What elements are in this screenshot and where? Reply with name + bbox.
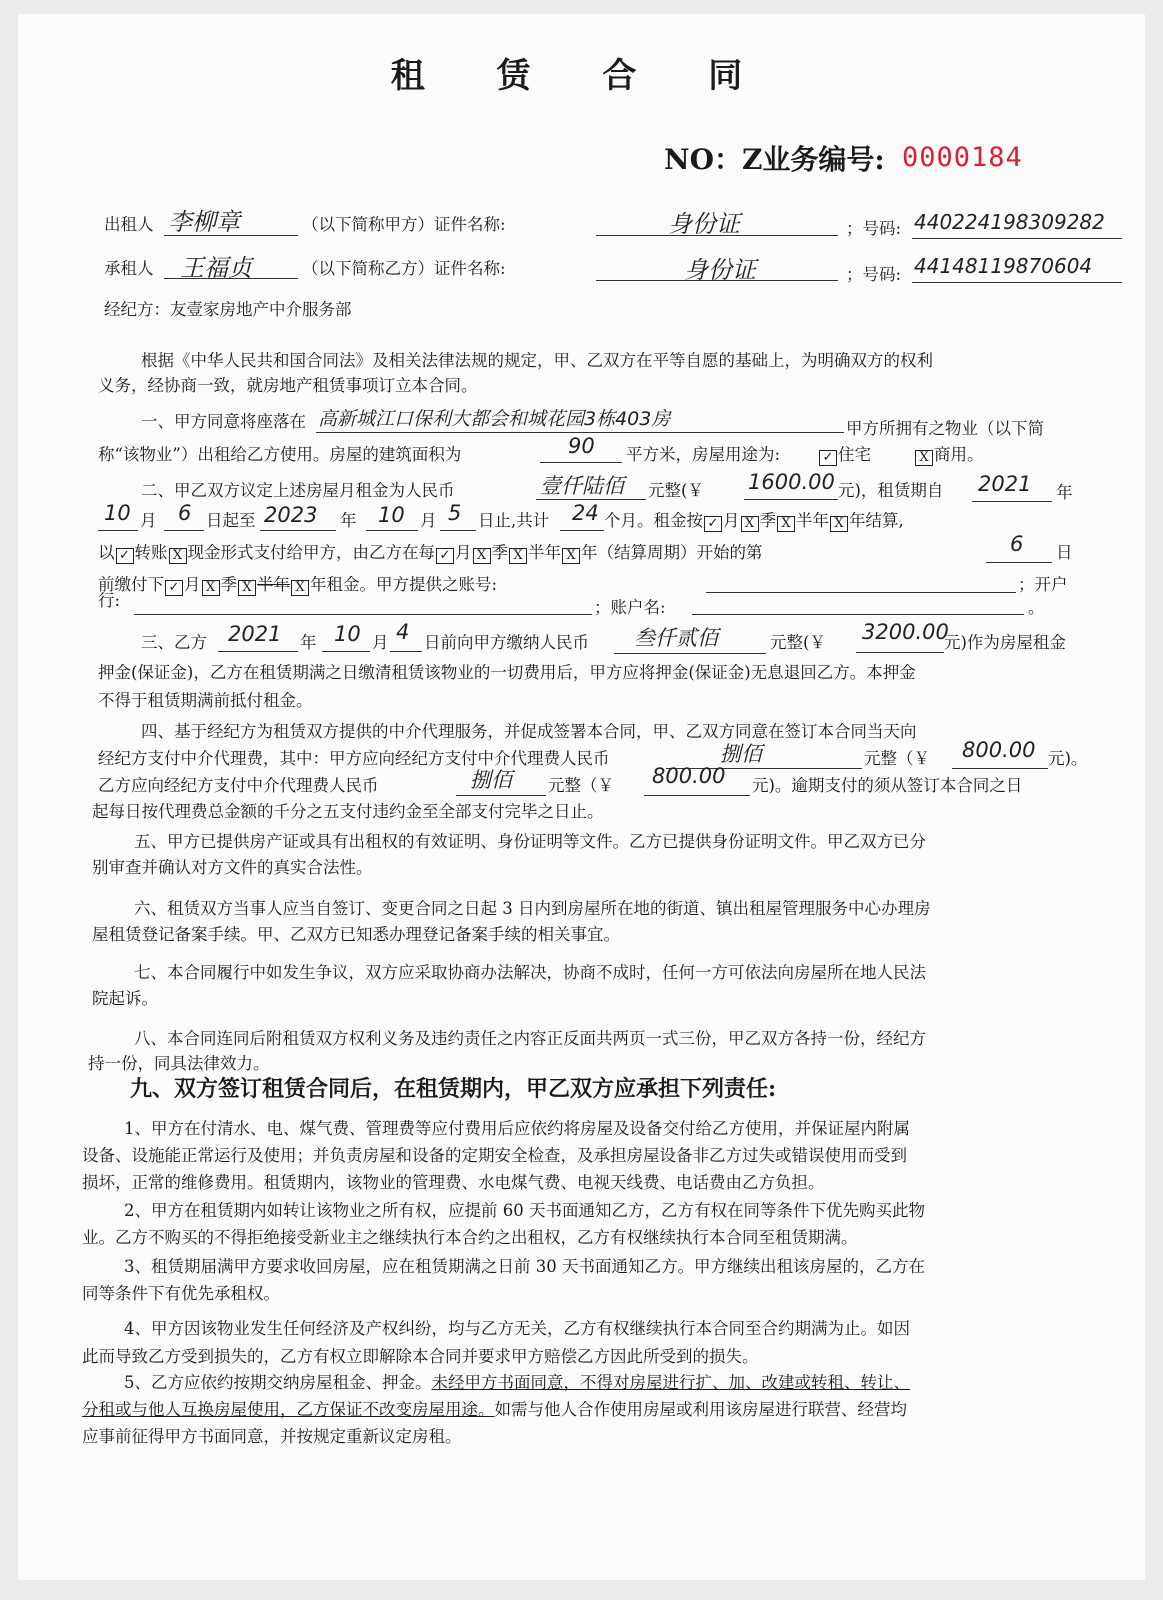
lessee-label: 承租人 <box>104 259 154 278</box>
prepay-year-checkbox: X <box>291 580 309 596</box>
cycle-month-checkbox: ✓ <box>436 548 454 564</box>
clause2-l3: 以 ✓ 转账 X 现金形式支付给甲方，由乙方在每 ✓ 月 X 季 X 半年 X 年（结算周期）开始的第 <box>98 543 763 563</box>
clause2-l2b: 日起至 <box>206 511 256 530</box>
duty5-underlined-a: 未经甲方书面同意，不得对房屋进行扩、加、改建或转租、转让、 <box>431 1373 910 1392</box>
start-day-line <box>164 530 204 531</box>
use-commercial: X 商用。 <box>914 444 984 466</box>
clause3-a: 三、乙方 <box>141 633 207 652</box>
deposit-year-line <box>218 651 298 652</box>
lessee-id-number-line <box>912 282 1122 283</box>
area-line <box>540 462 622 463</box>
number-label: NO：Z业务编号: <box>664 143 885 176</box>
property-address: 高新城江口保利大都会和城花园3栋403房 <box>318 408 671 430</box>
clause3-line-3: 不得于租赁期满前抵付租金。 <box>98 691 313 710</box>
fee-lessee-words: 捌佰 <box>470 768 512 792</box>
pay-cash-checkbox: X <box>169 548 187 564</box>
duty4-line-1: 4、甲方因该物业发生任何经济及产权纠纷，均与乙方无关，乙方有权继续执行本合同至合约期满为止。如因 <box>124 1319 910 1338</box>
lessee-number-label: ；号码: <box>846 265 902 284</box>
rent-amount-line <box>744 499 838 500</box>
start-year-line <box>972 501 1052 502</box>
clause3-f: 元)作为房屋租金 <box>944 633 1066 652</box>
deposit-amount: 3200.00 <box>862 620 949 644</box>
start-day: 6 <box>178 501 192 525</box>
settle-month-checkbox: ✓ <box>704 516 722 532</box>
building-area: 90 <box>568 434 595 458</box>
rent-words-line <box>536 499 646 500</box>
clause2-l1a: 二、甲乙双方议定上述房屋月租金为人民币 <box>141 481 455 500</box>
rent-words: 壹仟陆佰 <box>540 474 624 498</box>
rent-amount: 1600.00 <box>748 470 835 494</box>
lessee-name-line <box>164 278 298 279</box>
lessor-id-number-line <box>912 238 1122 239</box>
deposit-amount-line <box>856 652 944 653</box>
clause2-l4f: ；开户 <box>1018 575 1068 594</box>
clause7-line-1: 七、本合同履行中如发生争议，双方应采取协商办法解决，协商不成时，任何一方可依法向房屋所在地人民法 <box>134 963 926 982</box>
duty3-line-2: 同等条件下有优先承租权。 <box>82 1284 280 1303</box>
clause1-a: 一、甲方同意将座落在 <box>141 412 306 431</box>
clause2-l5c: 。 <box>1028 598 1045 617</box>
lessee-id-type: 身份证 <box>684 256 756 284</box>
fee-lessee-amount: 800.00 <box>652 764 726 788</box>
pay-day: 6 <box>1010 532 1024 556</box>
pay-day-line <box>986 562 1052 563</box>
fee-lessee-words-line <box>456 795 546 796</box>
lessee-id-type-line <box>596 280 838 281</box>
clause2-l5a: 行: <box>98 591 121 610</box>
start-month: 10 <box>104 501 131 525</box>
lessee-id-number: 44148119870604 <box>914 254 1093 278</box>
end-month-line <box>366 530 418 531</box>
months-line <box>560 530 604 531</box>
residential-checkbox: ✓ <box>819 450 837 466</box>
account-name-line <box>692 614 1024 615</box>
end-year-line <box>260 530 336 531</box>
clause2-l4: 前缴付下 ✓ 月 X 季 X 半年 X 年租金。甲方提供之账号: <box>98 575 498 595</box>
use-residential: ✓ 住宅 <box>818 444 871 466</box>
end-year: 2023 <box>264 503 318 527</box>
duty2-line-2: 业。乙方不购买的不得拒绝接受新业主之继续执行本合约之出租权，乙方有权继续执行本合同至租赁期满。 <box>82 1228 858 1247</box>
lessor-number-label: ；号码: <box>846 219 902 238</box>
duty2-line-1: 2、甲方在租赁期内如转让该物业之所有权，应提前 60 天书面通知乙方，乙方有权在同等条件下优先购买此物 <box>124 1201 925 1220</box>
clause8-line-1: 八、本合同连同后附租赁双方权利义务及违约责任之内容正反面共两页一式三份，甲乙双方各持一份，经纪方 <box>134 1029 926 1048</box>
clause3-b: 年 <box>300 633 317 652</box>
duty5-line-1: 5、乙方应依约按期交纳房屋租金、押金。未经甲方书面同意，不得对房屋进行扩、加、改建或转租、转让、 <box>124 1373 910 1392</box>
clause2-l2d: 月 <box>420 511 437 530</box>
page-title: 租 赁 合 同 <box>390 56 773 96</box>
fee-lessor-words: 捌佰 <box>720 742 762 766</box>
clause1-b: 甲方所拥有之物业（以下简 <box>846 419 1044 438</box>
pay-transfer-checkbox: ✓ <box>116 548 134 564</box>
prepay-quarter-checkbox: X <box>202 580 220 596</box>
clause2-l2e: 日止,共计 <box>478 511 550 530</box>
cycle-quarter-checkbox: X <box>473 548 491 564</box>
end-day: 5 <box>448 501 462 525</box>
clause3-c: 月 <box>372 633 389 652</box>
clause8-line-2: 持一份，同具法律效力。 <box>88 1054 270 1073</box>
end-month: 10 <box>378 503 405 527</box>
lessor-abbrev: （以下简称甲方）证件名称: <box>302 215 506 234</box>
deposit-words-line <box>614 653 766 654</box>
settle-halfyear-checkbox: X <box>777 516 795 532</box>
lessor-name: 李柳章 <box>168 208 240 236</box>
account-number-line <box>706 592 1016 593</box>
start-year: 2021 <box>978 472 1032 496</box>
clause2-l2c: 年 <box>340 511 357 530</box>
clause2-l1c: 元)，租赁期自 <box>838 481 944 500</box>
fee-lessee-amount-line <box>644 795 750 796</box>
duty5-line-2: 分租或与他人互换房屋使用，乙方保证不改变房屋用途。如需与他人合作使用房屋或利用该房屋进行联营、经营均 <box>82 1400 907 1419</box>
clause4-l3c: 元)。逾期支付的须从签订本合同之日 <box>752 776 1023 795</box>
clause5-line-2: 别审查并确认对方文件的真实合法性。 <box>92 858 373 877</box>
duty4-line-2: 此而导致乙方受到损失的，乙方有权立即解除本合同并要求甲方赔偿乙方因此所受到的损失。 <box>82 1347 759 1366</box>
prepay-month-checkbox: ✓ <box>165 580 183 596</box>
duty3-line-1: 3、租赁期届满甲方要求收回房屋，应在租赁期满之日前 30 天书面通知乙方。甲方继续出租该房屋的，乙方在 <box>124 1257 925 1276</box>
clause3-d: 日前向甲方缴纳人民币 <box>424 633 589 652</box>
lessor-label: 出租人 <box>104 215 154 234</box>
deposit-month-line <box>322 651 370 652</box>
serial-number: 0000184 <box>902 142 1023 173</box>
duty5-underlined-b: 分租或与他人互换房屋使用，乙方保证不改变房屋用途。 <box>82 1400 495 1419</box>
preamble-line-2: 义务，经协商一致，就房地产租赁事项订立本合同。 <box>98 376 478 395</box>
clause7-line-2: 院起诉。 <box>92 989 158 1008</box>
clause4-line-4: 起每日按代理费总金额的千分之五支付违约金至全部支付完毕之日止。 <box>92 802 604 821</box>
deposit-day: 4 <box>396 620 410 644</box>
clause4-l3a: 乙方应向经纪方支付中介代理费人民币 <box>98 776 379 795</box>
bank-line <box>134 614 592 615</box>
clause2-l1d: 年 <box>1056 483 1073 502</box>
clause4-l2a: 经纪方支付中介代理费，其中：甲方应向经纪方支付中介代理费人民币 <box>98 749 610 768</box>
cycle-year-checkbox: X <box>562 548 580 564</box>
deposit-day-line <box>390 651 422 652</box>
lessor-id-number: 440224198309282 <box>914 210 1105 234</box>
lessor-name-line <box>164 235 298 236</box>
lessee-abbrev: （以下简称乙方）证件名称: <box>302 259 506 278</box>
preamble-line-1: 根据《中华人民共和国合同法》及相关法律法规的规定，甲、乙双方在平等自愿的基础上，为明确双方的权利 <box>141 351 933 370</box>
settle-quarter-checkbox: X <box>741 516 759 532</box>
clause4-l3b: 元整（￥ <box>548 776 614 795</box>
end-day-line <box>440 530 476 531</box>
lessee-name: 王福贞 <box>180 254 252 282</box>
clause2-l2a: 月 <box>140 511 157 530</box>
clause6-line-2: 屋租赁登记备案手续。甲、乙双方已知悉办理登记备案手续的相关事宜。 <box>92 925 620 944</box>
duty5-line-3: 应事前征得甲方书面同意，并按规定重新议定房租。 <box>82 1427 462 1446</box>
deposit-month: 10 <box>334 622 361 646</box>
duty1-line-1: 1、甲方在付清水、电、煤气费、管理费等应付费用后应依约将房屋及设备交付给乙方使用，并保证屋内附属 <box>124 1119 910 1138</box>
clause2-l5b: ；账户名: <box>594 598 666 617</box>
duty1-line-3: 损坏，正常的维修费用。租赁期内，该物业的管理费、水电煤气费、电视天线费、电话费由乙方负担。 <box>82 1173 825 1192</box>
address-line <box>316 432 844 433</box>
clause2-l2f: 个月。租金按 ✓ 月 X 季 X 半年 X 年结算, <box>604 511 904 531</box>
clause1-d: 平方米，房屋用途为: <box>626 445 781 464</box>
clause4-l2b: 元整（￥ <box>864 749 930 768</box>
prepay-halfyear-checkbox: X <box>238 580 256 596</box>
cycle-halfyear-checkbox: X <box>509 548 527 564</box>
clause6-line-1: 六、租赁双方当事人应当自签订、变更合同之日起 3 日内到房屋所在地的街道、镇出租屋管理服务中心办理房 <box>134 899 931 918</box>
deposit-year: 2021 <box>228 622 282 646</box>
lessor-id-type: 身份证 <box>668 210 740 238</box>
fee-lessor-amount: 800.00 <box>962 738 1036 762</box>
clause3-line-2: 押金(保证金)，乙方在租赁期满之日缴清租赁该物业的一切费用后，甲方应将押金(保证金)无息退回乙方。本押金 <box>98 663 916 682</box>
settle-year-checkbox: X <box>830 516 848 532</box>
clause2-l1b: 元整(￥ <box>648 481 704 500</box>
clause5-line-1: 五、甲方已提供房产证或具有出租权的有效证明、身份证明等文件。乙方已提供身份证明文件。甲乙双方已分 <box>134 832 926 851</box>
lessor-id-type-line <box>596 235 838 236</box>
duty1-line-2: 设备、设施能正常运行及使用；并负责房屋和设备的定期安全检查，及承担房屋设备非乙方过失或错误使用而受到 <box>82 1146 907 1165</box>
section9-heading: 九、双方签订租赁合同后，在租赁期内，甲乙双方应承担下列责任: <box>130 1076 777 1102</box>
lease-months: 24 <box>572 501 599 525</box>
clause1-c: 称“该物业”）出租给乙方使用。房屋的建筑面积为 <box>98 445 462 464</box>
commercial-checkbox: X <box>915 450 933 466</box>
clause4-line-1: 四、基于经纪方为租赁双方提供的中介代理服务，并促成签署本合同，甲、乙双方同意在签订本合同当天向 <box>141 722 917 741</box>
agent-line: 经纪方：友壹家房地产中介服务部 <box>104 300 352 319</box>
fee-lessor-amount-line <box>952 768 1048 769</box>
deposit-words: 叁仟贰佰 <box>634 626 718 650</box>
clause4-l2c: 元)。 <box>1048 749 1088 768</box>
clause2-l3h: 日 <box>1056 543 1073 562</box>
start-month-line <box>98 530 138 531</box>
clause3-e: 元整(￥ <box>770 633 826 652</box>
